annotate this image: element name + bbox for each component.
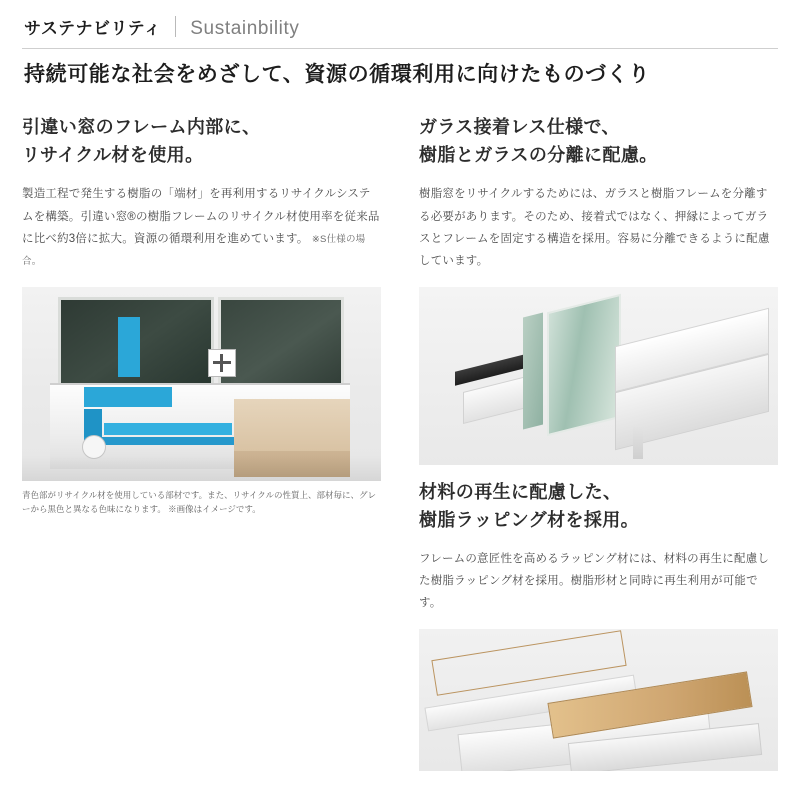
recycled-material-part-c bbox=[104, 423, 232, 435]
glass-edge-inner bbox=[523, 312, 543, 429]
section-2-title bbox=[419, 114, 778, 170]
window-frame-cutaway-photo bbox=[22, 287, 381, 481]
content-columns bbox=[22, 114, 778, 771]
page-header bbox=[22, 14, 778, 40]
section-3-body: フレームの意匠性を高めるラッピング材には、材料の再生に配慮した樹脂ラッピング材を採用。樹脂形材と同時に再生利用が可能です。 bbox=[419, 552, 770, 610]
section-3-title bbox=[419, 479, 778, 535]
section-3-title-line2: 樹脂ラッピング材を採用。 bbox=[419, 509, 640, 530]
section-1-body-text: 製造工程で発生する樹脂の「端材」を再利用するリサイクルシステムを構築。引違い窓®の樹脂フレームのリサイクル材使用率を従来品に比べ約3倍に拡大。資源の循環利用を進めています。 bbox=[22, 188, 380, 245]
section-1-title-line2: リサイクル材を使用。 bbox=[22, 145, 204, 166]
section-1-title-line1: 引違い窓のフレーム内部に、 bbox=[22, 117, 261, 138]
resin-wrapping-material-photo bbox=[419, 629, 778, 771]
section-1-title bbox=[22, 114, 381, 170]
header-title-en: Sustainbility bbox=[190, 18, 300, 39]
section-3-title-line1: 材料の再生に配慮した、 bbox=[419, 481, 622, 502]
glass-resin-separation-photo bbox=[419, 287, 778, 465]
recycled-material-part-d bbox=[84, 437, 234, 445]
header-rule bbox=[22, 48, 778, 49]
photo-shadow bbox=[22, 455, 381, 481]
right-column bbox=[419, 114, 778, 771]
section-1-body bbox=[22, 183, 381, 273]
frame-foot bbox=[633, 427, 643, 459]
spacer bbox=[419, 465, 778, 479]
section-1-caption: 青色部がリサイクル材を使用している部材です。また、リサイクルの性質上、部材毎に、グレーから黒色と異なる色味になります。 ※画像はイメージです。 bbox=[22, 489, 376, 514]
header-title-jp: サステナビリティ bbox=[24, 19, 162, 38]
recycled-material-part-upper bbox=[118, 317, 140, 377]
wood-sill-upper bbox=[234, 399, 350, 451]
frame-screw-icon bbox=[208, 349, 236, 377]
section-2-title-line2: 樹脂とガラスの分離に配慮。 bbox=[419, 145, 658, 166]
header-divider bbox=[175, 16, 176, 37]
recycled-material-part-a bbox=[84, 387, 172, 407]
page-headline: 持続可能な社会をめざして、資源の循環利用に向けたものづくり bbox=[24, 63, 650, 86]
left-column bbox=[22, 114, 381, 771]
section-2-title-line1: ガラス接着レス仕様で、 bbox=[419, 117, 620, 138]
section-2-body: 樹脂窓をリサイクルするためには、ガラスと樹脂フレームを分離する必要があります。そのため、接着式ではなく、押縁によってガラスとフレームを固定する構造を採用。容易に分離できるように配慮しています。 bbox=[419, 188, 770, 268]
section-1-body-note: ※S仕様の場合。 bbox=[22, 233, 366, 268]
glass-pane bbox=[547, 294, 621, 436]
